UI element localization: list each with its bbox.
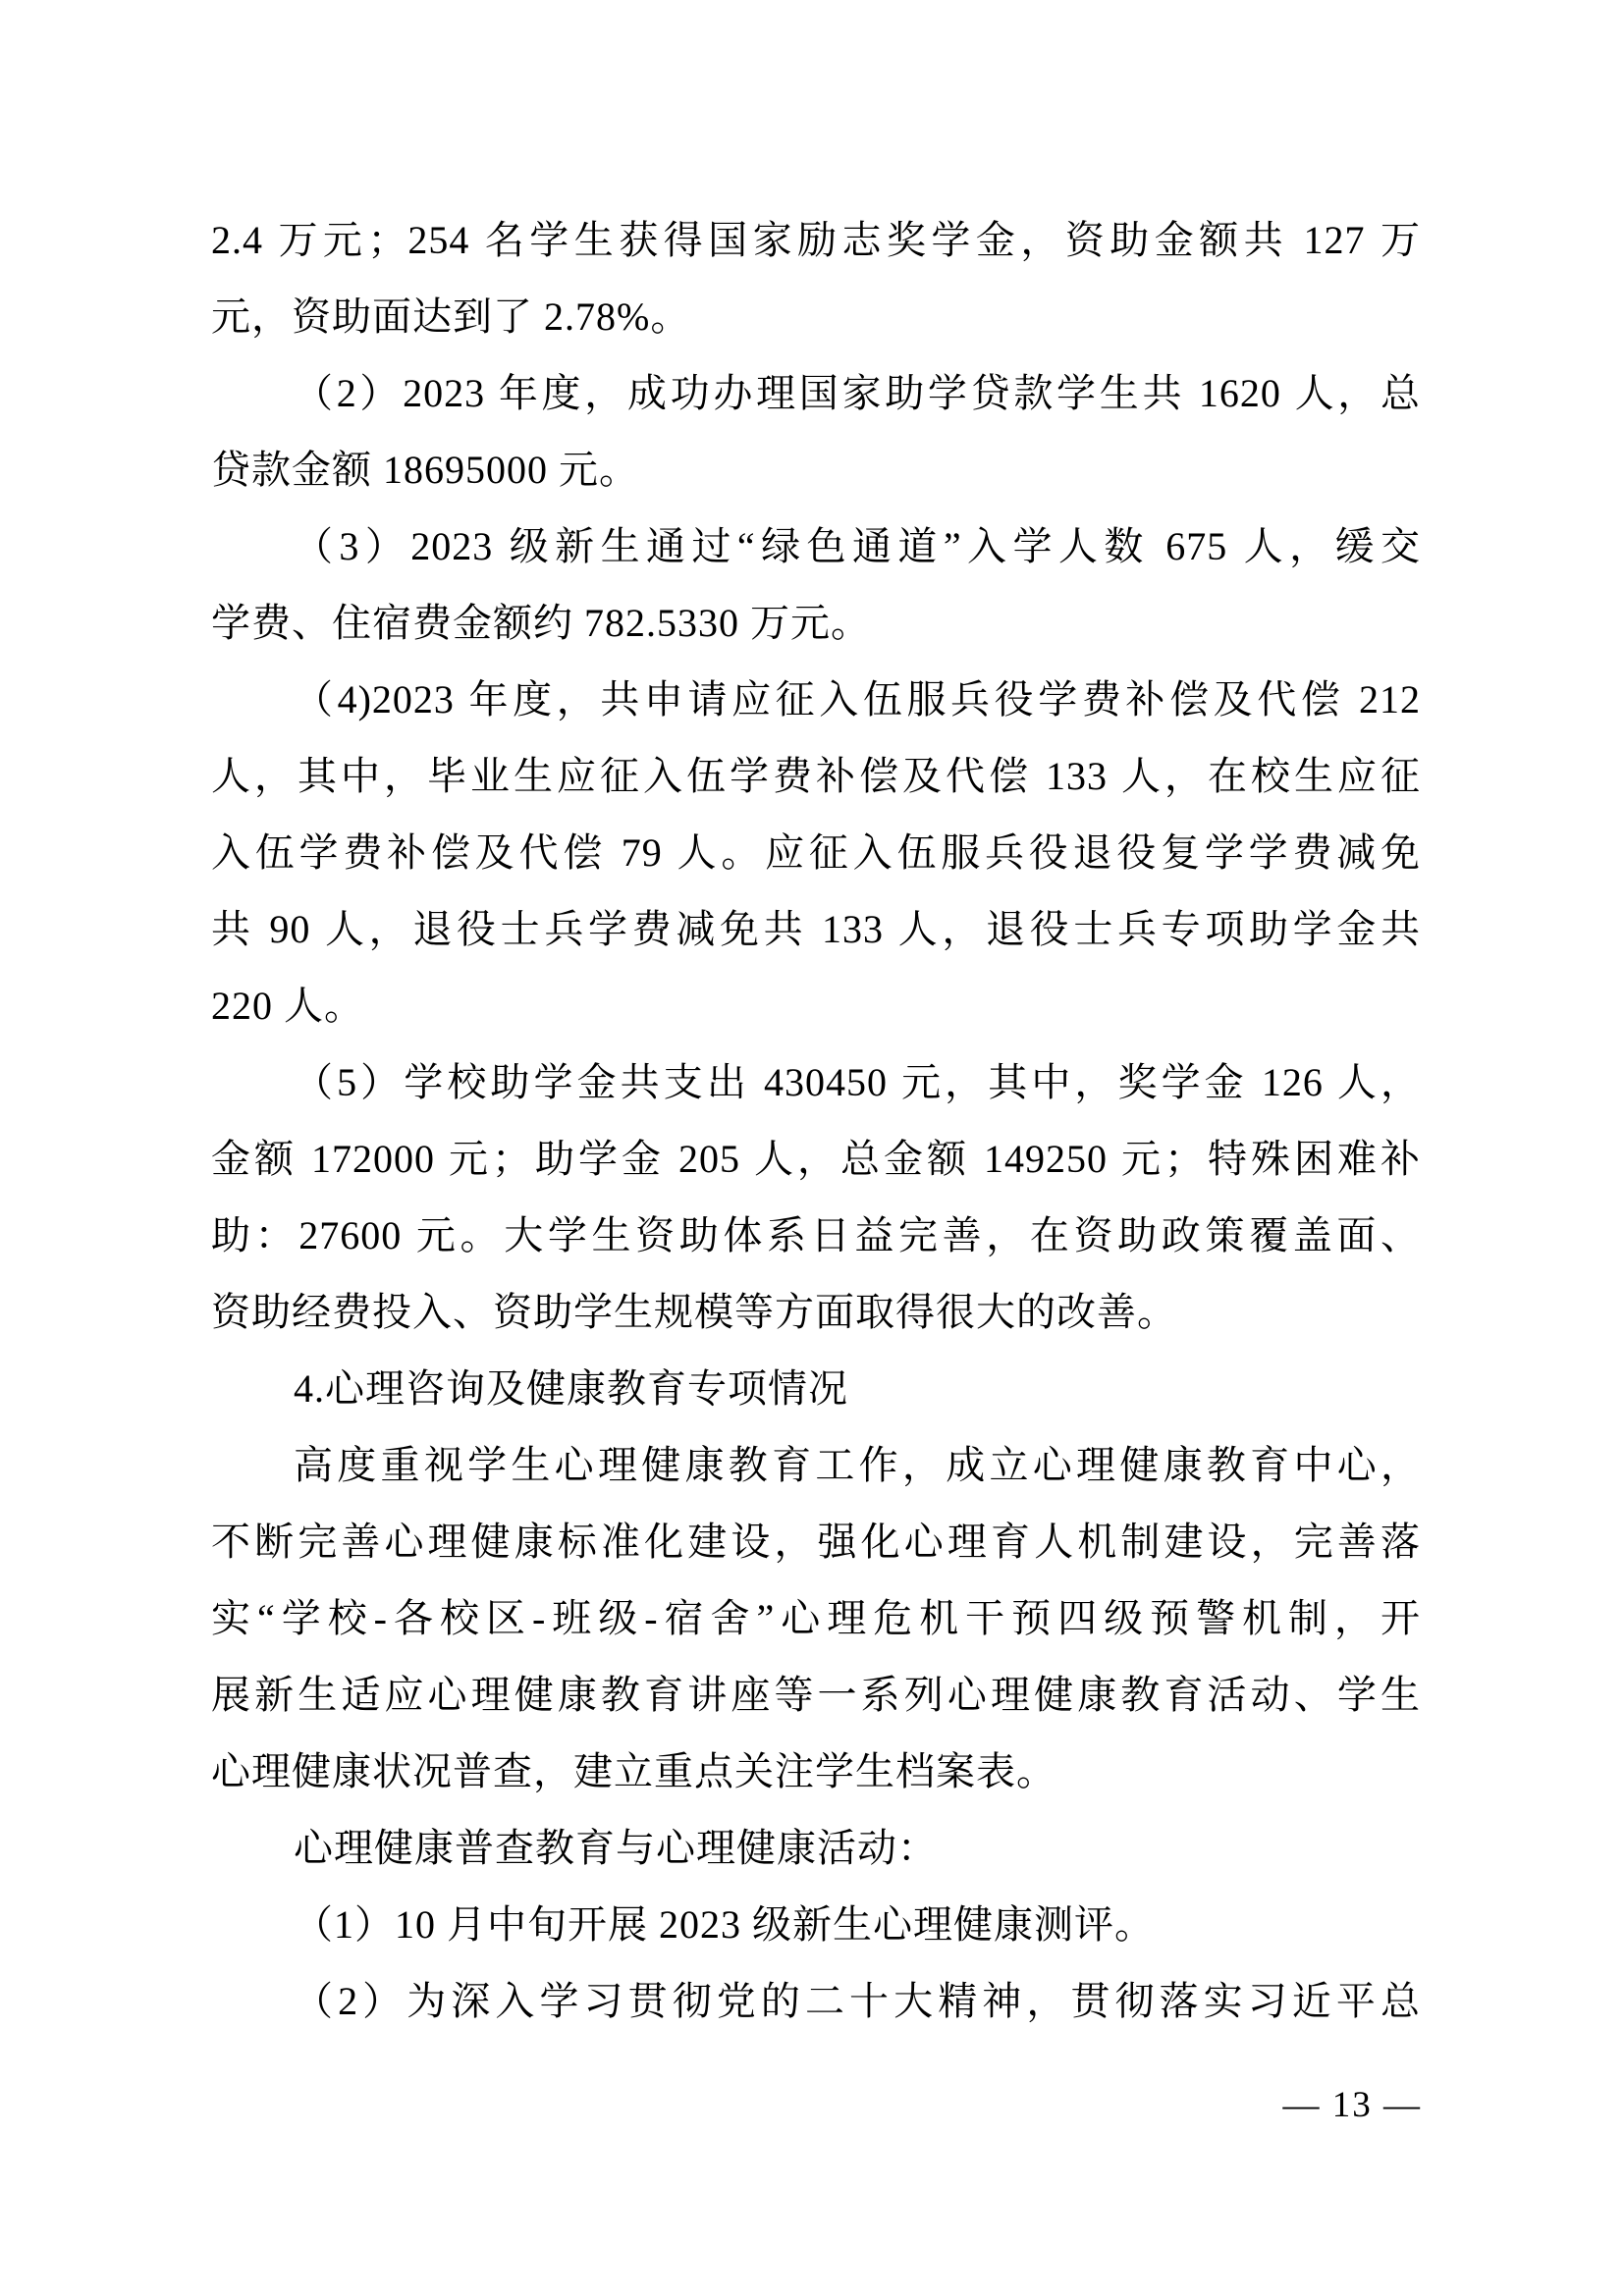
document-line: 金额 172000 元；助学金 205 人，总金额 149250 元；特殊困难补	[211, 1137, 1421, 1181]
page-number: — 13 —	[1282, 2085, 1422, 2125]
document-line: 人，其中，毕业生应征入伍学费补偿及代偿 133 人，在校生应征	[211, 754, 1421, 798]
document-line: 220 人。	[211, 984, 364, 1028]
document-line: （3）2023 级新生通过“绿色通道”入学人数 675 人，缓交	[294, 524, 1421, 568]
document-line: 元，资助面达到了 2.78%。	[211, 294, 691, 339]
document-line: （2）2023 年度，成功办理国家助学贷款学生共 1620 人，总	[294, 371, 1421, 415]
document-line: 2.4 万元；254 名学生获得国家励志奖学金，资助金额共 127 万	[211, 218, 1421, 262]
document-line: 入伍学费补偿及代偿 79 人。应征入伍服兵役退役复学学费减免	[211, 830, 1421, 875]
document-line: 学费、住宿费金额约 782.5330 万元。	[211, 601, 871, 645]
document-line: （2）为深入学习贯彻党的二十大精神，贯彻落实习近平总	[294, 1979, 1421, 2023]
document-line: （1）10 月中旬开展 2023 级新生心理健康测评。	[294, 1902, 1155, 1947]
document-text-block	[211, 202, 1421, 2040]
document-line: 助：27600 元。大学生资助体系日益完善，在资助政策覆盖面、	[211, 1213, 1421, 1257]
document-line: 展新生适应心理健康教育讲座等一系列心理健康教育活动、学生	[211, 1673, 1421, 1717]
document-line: 实“学校-各校区-班级-宿舍”心理危机干预四级预警机制，开	[211, 1596, 1421, 1640]
document-line: 4.心理咨询及健康教育专项情况	[294, 1366, 848, 1411]
document-line: 不断完善心理健康标准化建设，强化心理育人机制建设，完善落	[211, 1520, 1421, 1564]
document-line: （5）学校助学金共支出 430450 元，其中，奖学金 126 人，	[294, 1060, 1421, 1104]
document-line: 心理健康普查教育与心理健康活动：	[294, 1826, 938, 1870]
document-line: 心理健康状况普查，建立重点关注学生档案表。	[211, 1749, 1056, 1793]
document-line: （4)2023 年度，共申请应征入伍服兵役学费补偿及代偿 212	[294, 677, 1421, 721]
document-line: 高度重视学生心理健康教育工作，成立心理健康教育中心，	[294, 1443, 1421, 1487]
document-line: 贷款金额 18695000 元。	[211, 448, 639, 492]
document-line: 共 90 人，退役士兵学费减免共 133 人，退役士兵专项助学金共	[211, 907, 1421, 951]
document-line: 资助经费投入、资助学生规模等方面取得很大的改善。	[211, 1290, 1177, 1334]
